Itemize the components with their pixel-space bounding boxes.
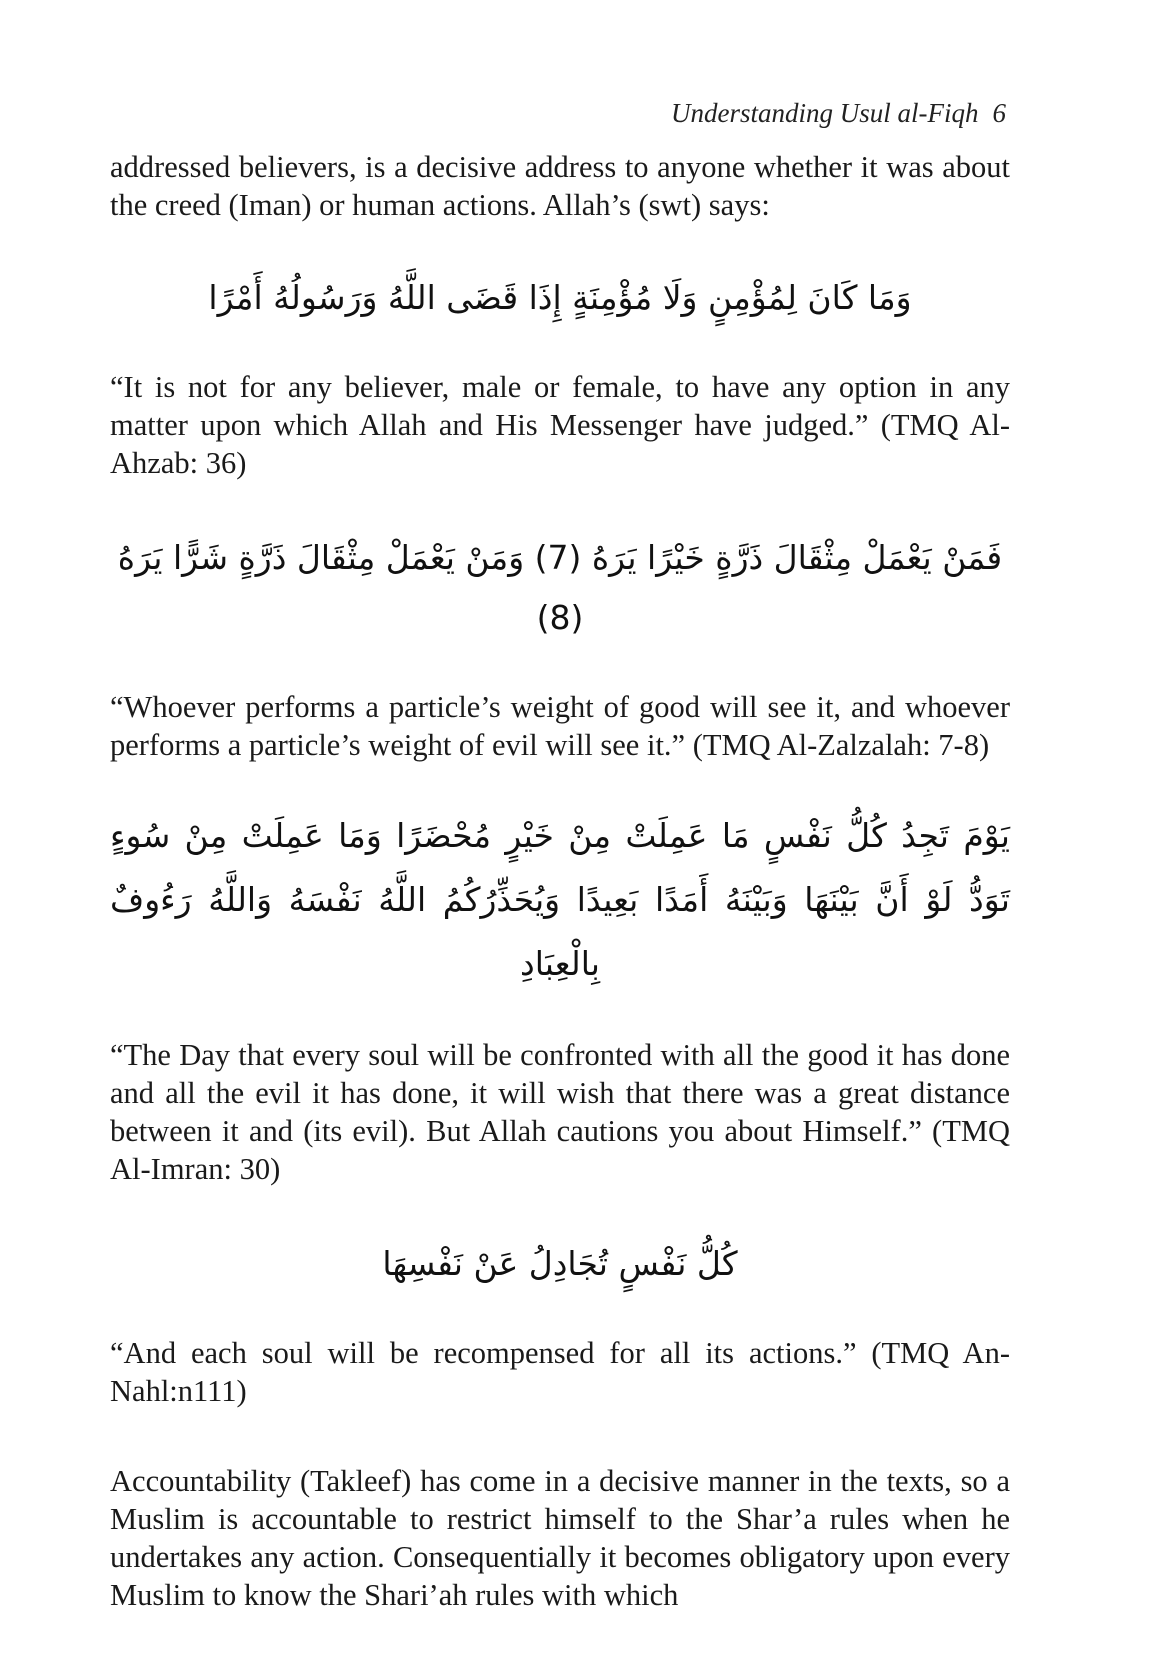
paragraph-accountability: Accountability (Takleef) has come in a decisive manner in the texts, so a Muslim is accountable to restrict himself to the Shar’a rules when he undertakes any action. Consequentially it becomes obligatory upon every Muslim to know the Shari’ah rules with which [110,1464,1010,1612]
translation-al-ahzab: “It is not for any believer, male or female, to have any option in any matter upon which Allah and His Messenger have judged.” (TMQ Al-Ahzab: 36) [110,370,1010,480]
arabic-verse-al-zalzalah: فَمَنْ يَعْمَلْ مِثْقَالَ ذَرَّةٍ خَيْرًا يَرَهُ (7) وَمَنْ يَعْمَلْ مِثْقَالَ ذَرَّةٍ شَرًّا يَرَهُ (8) [117,538,1003,637]
page-number: 6 [992,98,1006,128]
book-title: Understanding Usul al-Fiqh [671,98,979,128]
running-header [671,98,1006,129]
translation-an-nahl: “And each soul will be recompensed for all its actions.” (TMQ An-Nahl:n111) [110,1336,1010,1408]
arabic-verse-al-ahzab: وَمَا كَانَ لِمُؤْمِنٍ وَلَا مُؤْمِنَةٍ إِذَا قَضَى اللَّهُ وَرَسُولُهُ أَمْرًا [208,278,912,317]
arabic-verse-al-imran: يَوْمَ تَجِدُ كُلُّ نَفْسٍ مَا عَمِلَتْ مِنْ خَيْرٍ مُحْضَرًا وَمَا عَمِلَتْ مِنْ سُوءٍ تَوَدُّ لَوْ أَنَّ بَيْنَهَا وَبَيْنَهُ أَمَدًا بَعِيدًا وَيُحَذِّرُكُمُ اللَّهُ نَفْسَهُ وَاللَّهُ رَءُوفٌ بِالْعِبَادِ [110,816,1010,983]
page-body [110,148,1010,1614]
translation-al-zalzalah: “Whoever performs a particle’s weight of good will see it, and whoever performs a particle’s weight of evil will see it.” (TMQ Al-Zalzalah: 7-8) [110,690,1010,762]
arabic-verse-an-nahl: كُلُّ نَفْسٍ تُجَادِلُ عَنْ نَفْسِهَا [382,1244,738,1283]
paragraph-intro: addressed believers, is a decisive address to anyone whether it was about the creed (Iman) or human actions. Allah’s (swt) says: [110,150,1010,222]
translation-al-imran: “The Day that every soul will be confronted with all the good it has done and all the evil it has done, it will wish that there was a great distance between it and (its evil). But Allah cautions you about Himself.” (TMQ Al-Imran: 30) [110,1038,1010,1186]
